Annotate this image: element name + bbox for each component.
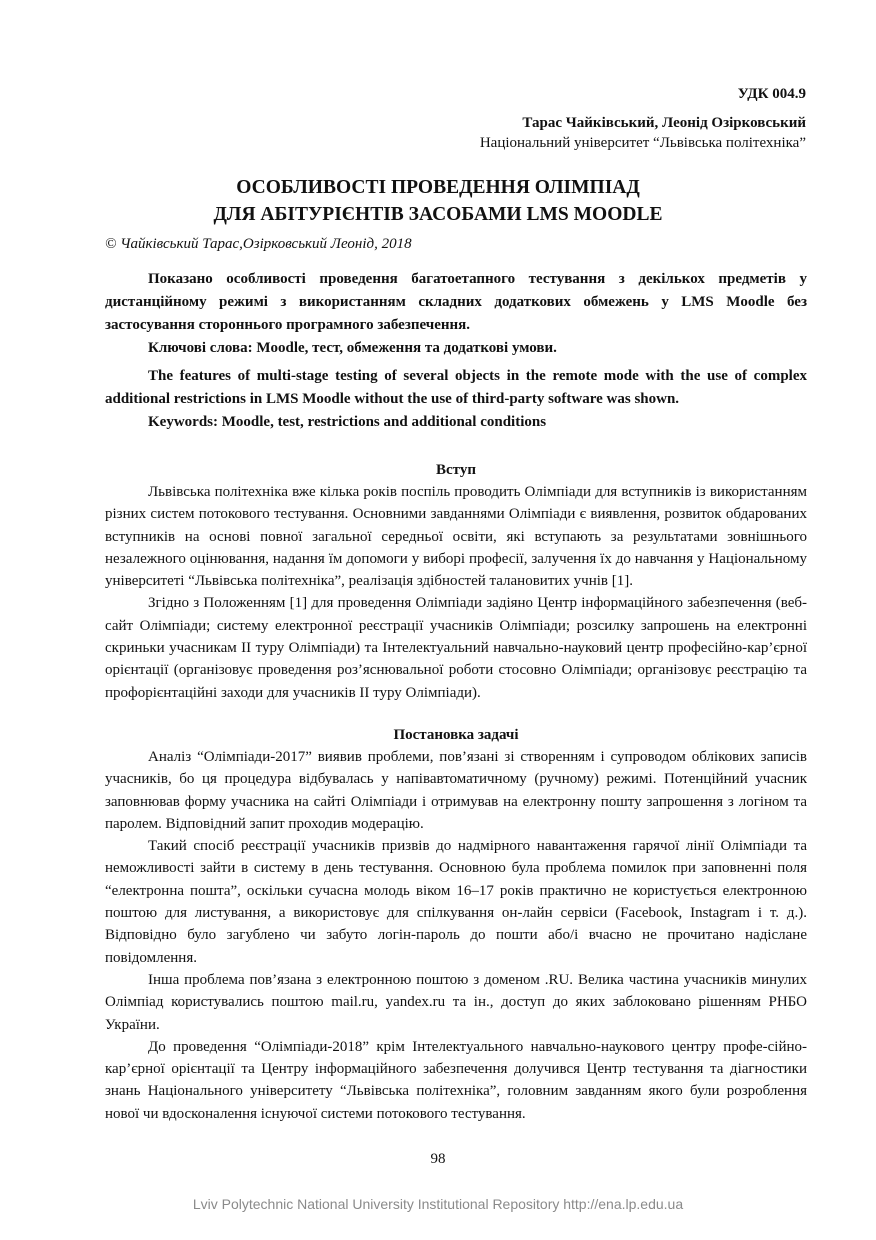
paragraph: Такий спосіб реєстрації учасників призвів до надмірного навантаження гарячої лінії Олімпіади та неможливості зайти в систему в день тестування. Основною була проблема помилок при заповненні поля “електронна пошта”, оскільки сучасна молодь віком 16–17 років практично не користується електронною поштою для листування, а використовує для спілкування он-лайн сервіси (Facebook, Instagram і т. д.). Відповідно було загублено чи забуто логін-пароль до пошти або/і вчасно не прочитано надіслане повідомлення. — [105, 838, 807, 966]
keywords: Ключові слова: Moodle, тест, обмеження та додаткові умови. — [148, 340, 557, 356]
affiliation: Національний університет “Львівська політехніка” — [479, 135, 806, 151]
paragraph: Аналіз “Олімпіади-2017” виявив проблеми, пов’язані зі створенням і супроводом облікових записів учасників, бо ця процедура відбувалась у напівавтоматичному (ручному) режимі. Потенційний учасник заповнював форму учасника на сайті Олімпіади і отримував на електронну пошту запрошення з логіном та паролем. Відповідний запит проходив модерацію. — [105, 749, 807, 832]
paragraph: Згідно з Положенням [1] для проведення Олімпіади задіяно Центр інформаційного забезпечення (веб-сайт Олімпіади; систему електронної реєстрації учасників Олімпіади; розсилку запрошень на електронні скриньки учасникам ІІ туру Олімпіади) та Інтелектуальний навчально-науковий центр професійно-кар’єрної орієнтації (організовує проведення роз’яснювальної роботи стосовно Олімпіади; організовує реєстрацію та профорієнтаційні заходи для учасників ІІ туру Олімпіади). — [105, 595, 807, 701]
paragraph: Львівська політехніка вже кілька років поспіль проводить Олімпіади для вступників із використанням різних систем потокового тестування. Основними завданнями Олімпіади є виявлення, розвиток обдарованих вступників на основі повної загальної середньої освіти, які вступають за результатами зовнішнього незалежного оцінювання, надання їм допомоги у виборі професії, залучення їх до навчання у Національному університеті “Львівська політехніка”, реалізація здібностей талановитих учнів [1]. — [105, 484, 807, 590]
section-problem-statement — [105, 724, 807, 1125]
authors: Тарас Чайківський, Леонід Озірковський — [522, 115, 806, 131]
section-heading: Вступ — [436, 462, 476, 478]
paper-title — [0, 174, 876, 228]
section-heading: Постановка задачі — [393, 727, 519, 743]
page-number: 98 — [430, 1151, 446, 1167]
abstract-text: The features of multi-stage testing of several objects in the remote mode with the use of complex additional restrictions in LMS Moodle without the use of third-party software was shown. — [105, 368, 807, 407]
title-line-1: ОСОБЛИВОСТІ ПРОВЕДЕННЯ ОЛІМПІАД — [236, 177, 640, 198]
udk-code: УДК 004.9 — [737, 86, 806, 102]
abstract-text: Показано особливості проведення багатоетапного тестування з декількох предметів у дистанційному режимі з використанням складних додаткових обмежень у LMS Moodle без застосування стороннього програмного забезпечення. — [105, 271, 807, 333]
paragraph: До проведення “Олімпіади-2018” крім Інтелектуального навчально-наукового центру профе-сійно-кар’єрної орієнтації та Центру інформаційного забезпечення долучився Центр тестування та діагностики знань Національного університету “Львівська політехніка”, головним завданням якого були розроблення нової чи вдосконалення існуючої системи потокового тестування. — [105, 1038, 807, 1122]
abstract-ukrainian — [105, 268, 807, 360]
keywords: Keywords: Moodle, test, restrictions and additional conditions — [148, 414, 547, 430]
paragraph: Інша проблема пов’язана з електронною поштою з доменом .RU. Велика частина учасників минулих Олімпіад користувались поштою mail.ru, yandex.ru та ін., доступ до яких заблоковано рішенням РНБО України. — [105, 971, 807, 1033]
repository-footer: Lviv Polytechnic National University Institutional Repository http://ena.lp.edu.ua — [192, 1196, 684, 1212]
copyright: © Чайківський Тарас,Озірковський Леонід, 2018 — [105, 236, 412, 252]
title-line-2: ДЛЯ АБІТУРІЄНТІВ ЗАСОБАМИ LMS MOODLE — [213, 204, 663, 225]
abstract-english — [105, 365, 807, 434]
section-introduction — [105, 459, 807, 704]
